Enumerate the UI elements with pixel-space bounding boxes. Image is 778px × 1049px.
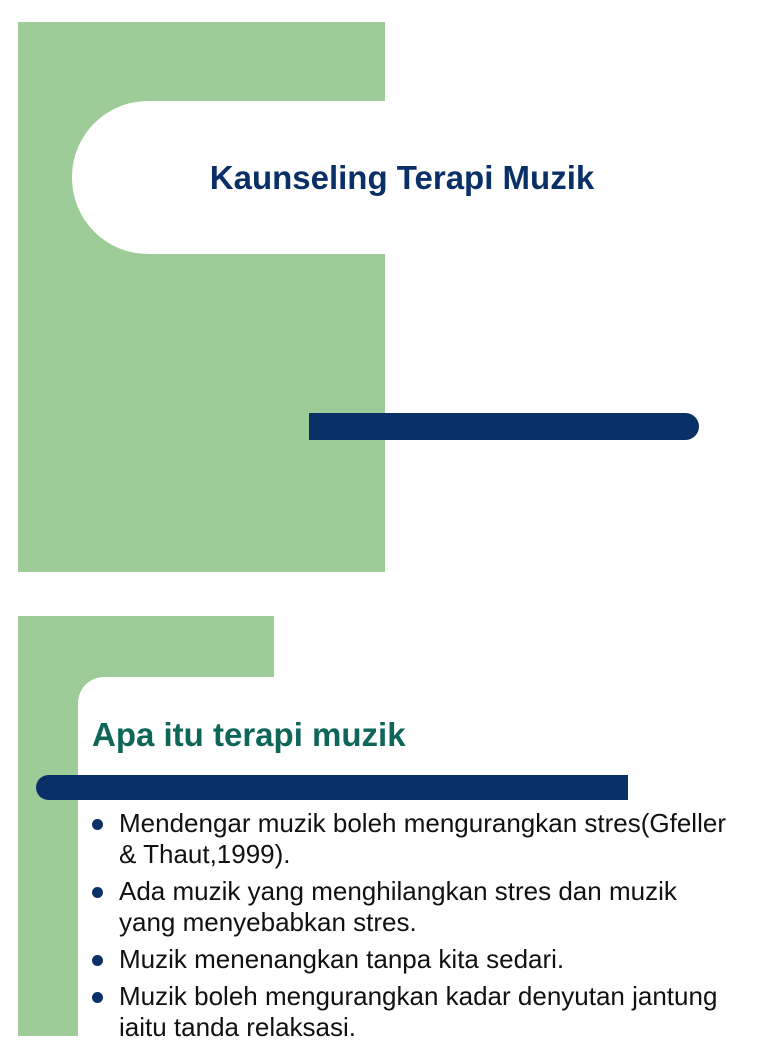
slide1-accent-bar bbox=[309, 413, 699, 440]
bullet-item bbox=[92, 981, 732, 1043]
bullet-dot-icon bbox=[92, 819, 103, 830]
bullet-item bbox=[92, 808, 732, 870]
bullet-text: Muzik menenangkan tanpa kita sedari. bbox=[119, 944, 565, 974]
bullet-text: Ada muzik yang menghilangkan stres dan muzik yang menyebabkan stres. bbox=[119, 876, 677, 937]
slide1-title: Kaunseling Terapi Muzik bbox=[209, 158, 595, 196]
bullet-dot-icon bbox=[92, 887, 103, 898]
bullet-dot-icon bbox=[92, 955, 103, 966]
bullet-dot-icon bbox=[92, 992, 103, 1003]
slide2-bullet-list bbox=[92, 808, 732, 1049]
bullet-item bbox=[92, 944, 732, 975]
bullet-item bbox=[92, 876, 732, 938]
slide2-title: Apa itu terapi muzik bbox=[92, 716, 406, 753]
slide2-accent-bar bbox=[36, 775, 628, 800]
bullet-text: Muzik boleh mengurangkan kadar denyutan jantung iaitu tanda relaksasi. bbox=[119, 981, 718, 1042]
bullet-text: Mendengar muzik boleh mengurangkan stres(Gfeller & Thaut,1999). bbox=[119, 808, 726, 869]
